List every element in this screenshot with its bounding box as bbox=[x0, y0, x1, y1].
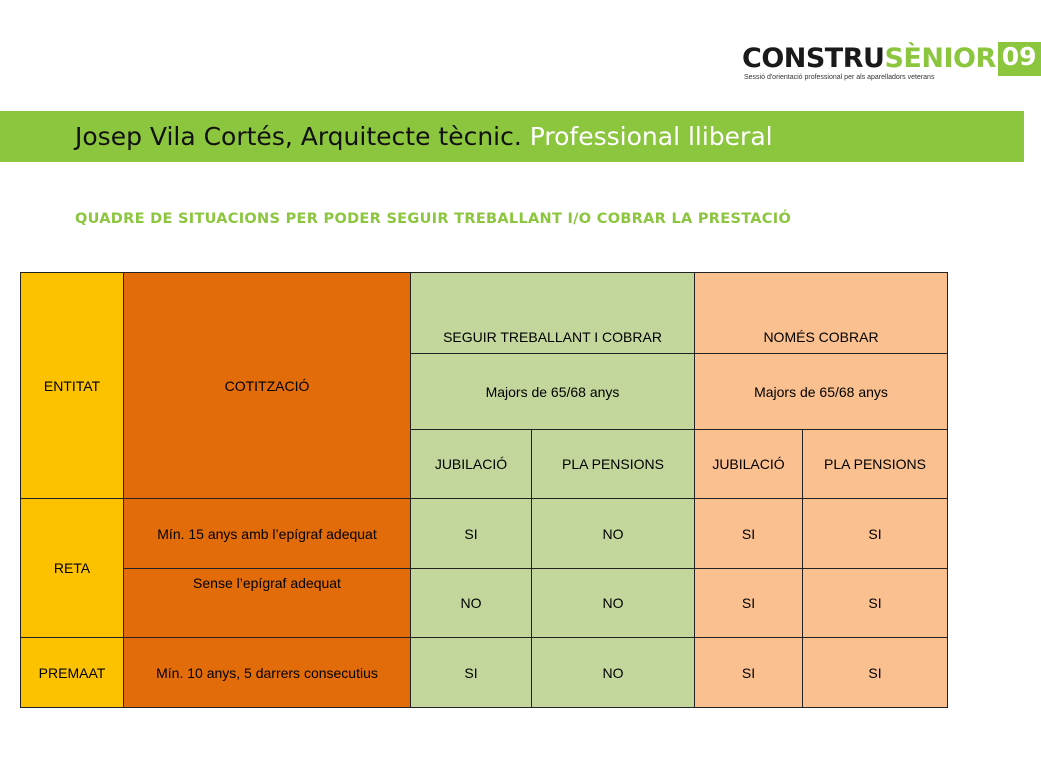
table-row bbox=[21, 569, 948, 638]
row-entitat-reta: RETA bbox=[21, 499, 124, 638]
cell-value: SI bbox=[695, 499, 803, 569]
row-cotitzacio: Mín. 10 anys, 5 darrers consecutius bbox=[124, 638, 411, 708]
cell-value: NO bbox=[411, 569, 532, 638]
logo-number: 09 bbox=[998, 42, 1041, 76]
table-row bbox=[21, 638, 948, 708]
speaker-job: , Arquitecte tècnic. bbox=[284, 122, 522, 151]
header-col-pla-pensions-1: PLA PENSIONS bbox=[532, 430, 695, 499]
header-seguir-treballant: SEGUIR TREBALLANT I COBRAR bbox=[411, 273, 695, 354]
header-age-group2: Majors de 65/68 anys bbox=[695, 354, 948, 430]
cell-value: NO bbox=[532, 499, 695, 569]
cell-value: SI bbox=[803, 569, 948, 638]
logo-word-senior: SÈNIOR bbox=[884, 43, 996, 74]
header-age-group1: Majors de 65/68 anys bbox=[411, 354, 695, 430]
cell-value: NO bbox=[532, 569, 695, 638]
header-cotitzacio: COTITZACIÓ bbox=[124, 273, 411, 499]
cell-value: SI bbox=[803, 638, 948, 708]
header-col-jubilacio-1: JUBILACIÓ bbox=[411, 430, 532, 499]
row-entitat-premaat: PREMAAT bbox=[21, 638, 124, 708]
header-col-pla-pensions-2: PLA PENSIONS bbox=[803, 430, 948, 499]
cell-value: SI bbox=[803, 499, 948, 569]
row-cotitzacio: Mín. 15 anys amb l’epígraf adequat bbox=[124, 499, 411, 569]
cell-value: SI bbox=[695, 569, 803, 638]
speaker-role: Professional lliberal bbox=[529, 122, 773, 151]
section-subtitle: QUADRE DE SITUACIONS PER PODER SEGUIR TREBALLANT I/O COBRAR LA PRESTACIÓ bbox=[75, 211, 792, 227]
header-nomes-cobrar: NOMÉS COBRAR bbox=[695, 273, 948, 354]
logo-word-constru: CONSTRU bbox=[742, 43, 885, 74]
construsenior-logo bbox=[742, 42, 1037, 88]
table-row bbox=[21, 499, 948, 569]
speaker-name: Josep Vila Cortés bbox=[75, 122, 285, 151]
header-col-jubilacio-2: JUBILACIÓ bbox=[695, 430, 803, 499]
header-entitat: ENTITAT bbox=[21, 273, 124, 499]
cell-value: SI bbox=[411, 638, 532, 708]
page-title bbox=[75, 121, 773, 153]
header-band bbox=[0, 111, 1024, 162]
cell-value: SI bbox=[695, 638, 803, 708]
cell-value: SI bbox=[411, 499, 532, 569]
row-cotitzacio: Sense l’epígraf adequat bbox=[124, 569, 411, 638]
logo-tagline: Sessió d'orientació professional per als aparelladors veterans bbox=[744, 74, 935, 81]
cell-value: NO bbox=[532, 638, 695, 708]
situations-table bbox=[20, 272, 948, 708]
